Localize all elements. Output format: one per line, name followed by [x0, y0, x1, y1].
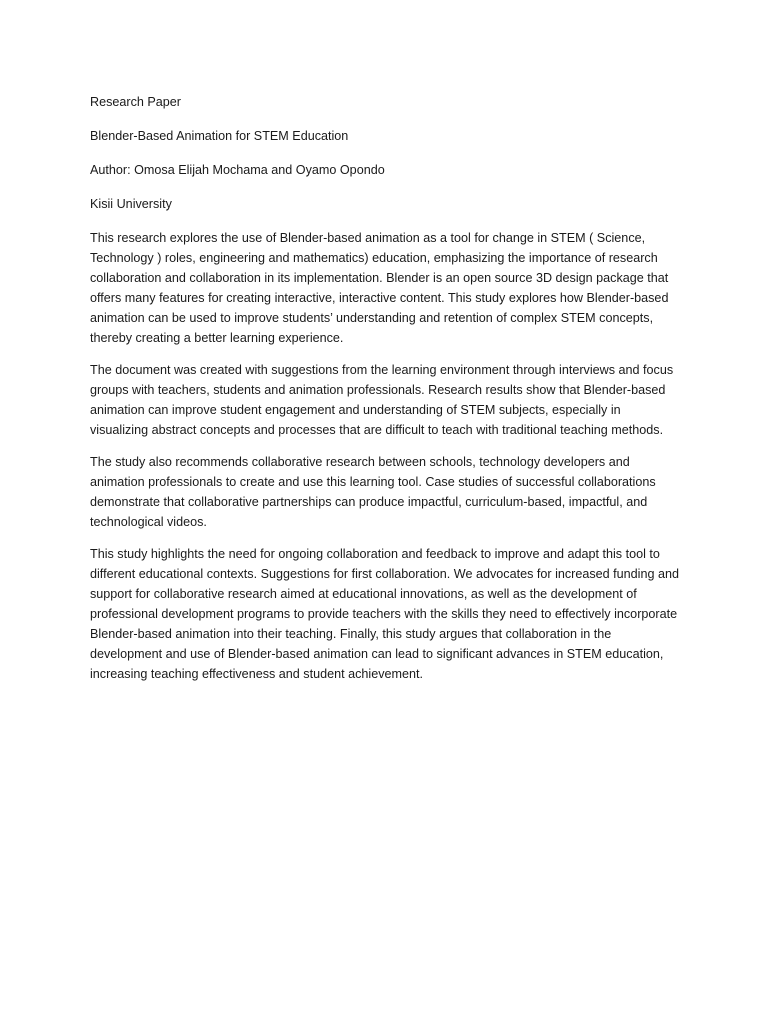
document-label: Research Paper [90, 95, 182, 109]
abstract-paragraph-2: The document was created with suggestions from the learning environment through interviews and focus groups with teachers, students and animation professionals. Research results show that Blender-based animation can improve student engagement and understanding of STEM subjects, especially in visualizing abstract concepts and processes that are difficult to teach with traditional teaching methods. [90, 363, 674, 437]
document-affiliation: Kisii University [90, 197, 172, 211]
abstract-paragraph-1: This research explores the use of Blender-based animation as a tool for change in STEM ( Science, Technology ) roles, engineering and mathematics) education, emphasizing the importance of research collaboration and collaboration in its implementation. Blender is an open source 3D design package that offers many features for creating interactive, interactive content. This study explores how Blender-based animation can be used to improve students’ understanding and retention of complex STEM concepts, thereby creating a better learning experience. [90, 231, 669, 345]
document-author: Author: Omosa Elijah Mochama and Oyamo Opondo [90, 163, 385, 177]
document-title: Blender-Based Animation for STEM Education [90, 129, 349, 143]
abstract-paragraph-3: The study also recommends collaborative research between schools, technology developers and animation professionals to create and use this learning tool. Case studies of successful collaborations demonstrate that collaborative partnerships can produce impactful, curriculum-based, impactful, and technological videos. [90, 455, 656, 529]
abstract-paragraph-4: This study highlights the need for ongoing collaboration and feedback to improve and adapt this tool to different educational contexts. Suggestions for first collaboration. We advocates for increased funding and support for collaborative research aimed at educational innovations, as well as the development of professional development programs to provide teachers with the skills they need to effectively incorporate Blender-based animation into their teaching. Finally, this study argues that collaboration in the development and use of Blender-based animation can lead to significant advances in STEM education, increasing teaching effectiveness and student achievement. [90, 547, 679, 681]
document-page [90, 92, 682, 696]
